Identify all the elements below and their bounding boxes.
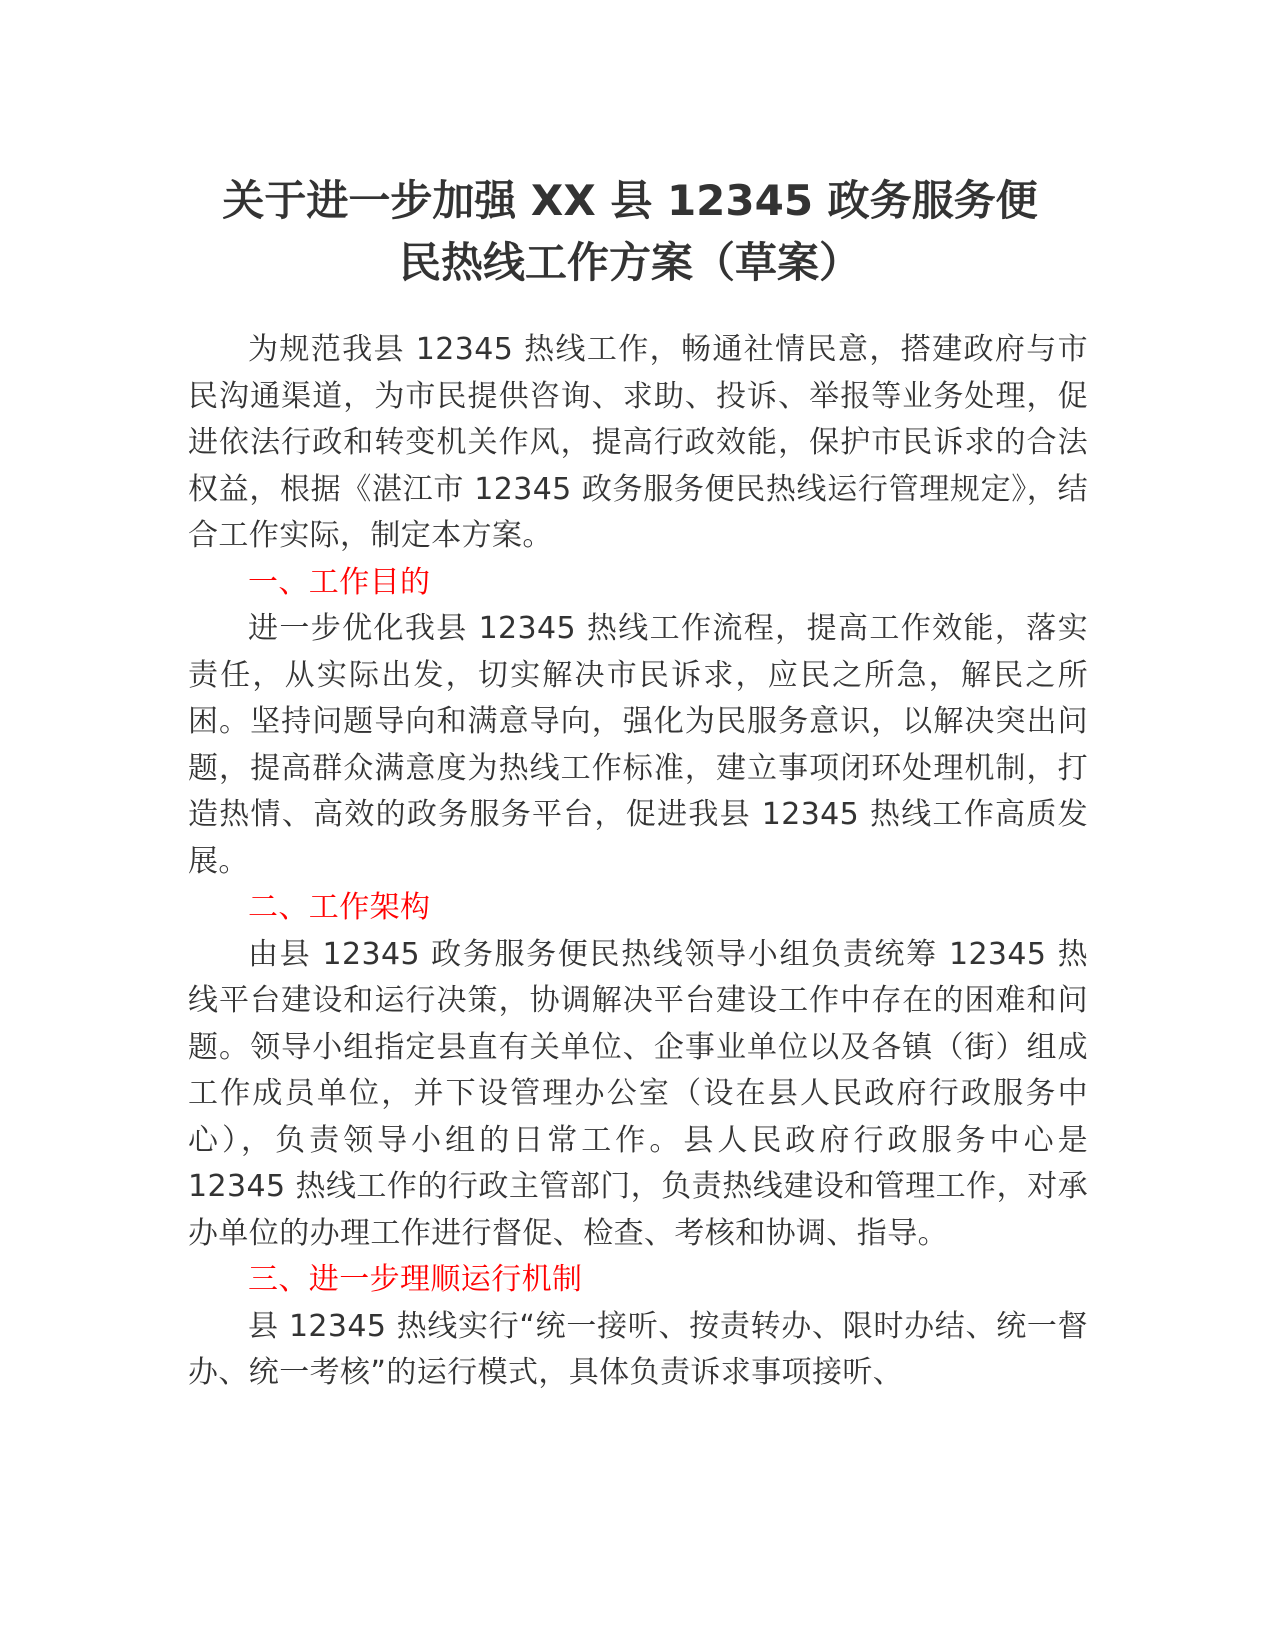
section-paragraph-2: 由县 12345 政务服务便民热线领导小组负责统筹 12345 热线平台建设和运行决策，协调解决平台建设工作中存在的困难和问题。领导小组指定县直有关单位、企事业单位以及各镇（街）组成工作成员单位，并下设管理办公室（设在县人民政府行政服务中心），负责领导小组的日常工作。县人民政府行政服务中心是 12345 热线工作的行政主管部门，负责热线建设和管理工作，对承办单位的办理工作进行督促、检查、考核和协调、指导。: [188, 936, 1088, 1251]
title-line-1: 关于进一步加强 XX 县 12345 政务服务便: [222, 176, 1038, 225]
section-paragraph-3: 县 12345 热线实行“统一接听、按责转办、限时办结、统一督办、统一考核”的运行模式，具体负责诉求事项接听、: [188, 1308, 1088, 1390]
document-body: [188, 327, 1088, 1397]
title-line-2: 民热线工作方案（草案）: [398, 238, 861, 287]
section-heading-3: 三、进一步理顺运行机制: [248, 1262, 583, 1297]
document-title: [160, 170, 1100, 294]
section-heading-1: 一、工作目的: [248, 564, 431, 600]
intro-paragraph: 为规范我县 12345 热线工作，畅通社情民意，搭建政府与市民沟通渠道，为市民提供咨询、求助、投诉、举报等业务处理，促进依法行政和转变机关作风，提高行政效能，保护市民诉求的合法权益，根据《湛江市 12345 政务服务便民热线运行管理规定》，结合工作实际，制定本方案。: [188, 332, 1088, 553]
section-paragraph-1: 进一步优化我县 12345 热线工作流程，提高工作效能，落实责任，从实际出发，切实解决市民诉求，应民之所急，解民之所困。坚持问题导向和满意导向，强化为民服务意识，以解决突出问题，提高群众满意度为热线工作标准，建立事项闭环处理机制，打造热情、高效的政务服务平台，促进我县 12345 热线工作高质发展。: [188, 611, 1088, 879]
section-heading-2: 二、工作架构: [248, 890, 431, 925]
